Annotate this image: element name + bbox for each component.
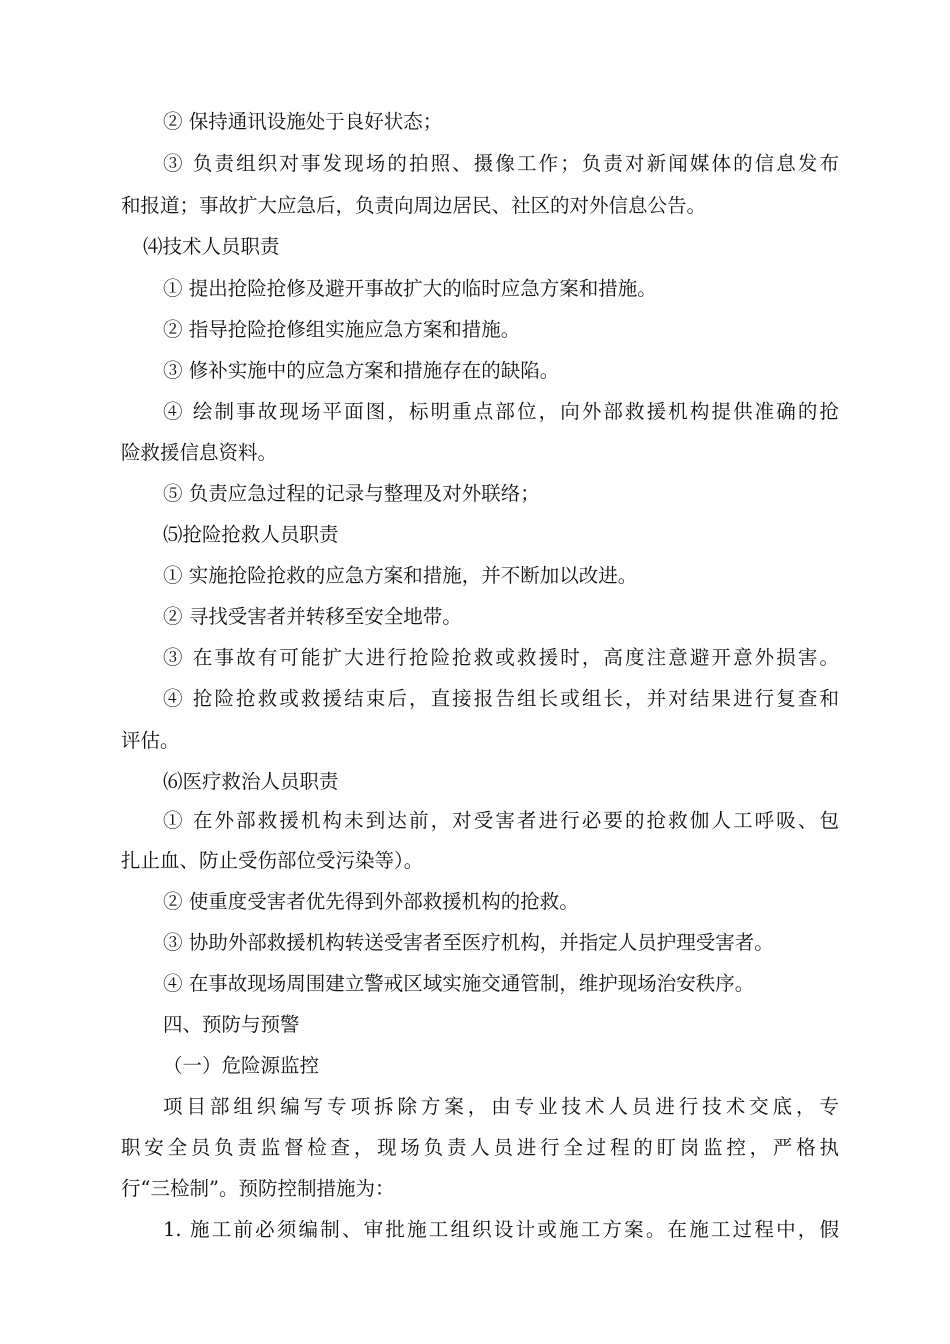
- paragraph-line: 险救援信息资料。: [121, 441, 278, 464]
- section-subheading: （一）危险源监控: [163, 1054, 320, 1077]
- paragraph-line: 评估。: [121, 729, 180, 752]
- paragraph-line: ③ 协助外部救援机构转送受害者至医疗机构，并指定人员护理受害者。: [163, 931, 774, 954]
- paragraph-line: ② 指导抢险抢修组实施应急方案和措施。: [163, 318, 521, 341]
- paragraph-line: 项目部组织编写专项拆除方案，由专业技术人员进行技术交底，专: [163, 1095, 839, 1118]
- paragraph-line: ③ 负责组织对事发现场的拍照、摄像工作；负责对新闻媒体的信息发布: [163, 152, 839, 175]
- paragraph-line: ⑤ 负责应急过程的记录与整理及对外联络；: [163, 482, 540, 505]
- paragraph-line: ② 保持通讯设施处于良好状态；: [163, 110, 443, 133]
- paragraph-line: ① 提出抢险抢修及避开事故扩大的临时应急方案和措施。: [163, 277, 657, 300]
- paragraph-line: ① 在外部救援机构未到达前，对受害者进行必要的抢救伽人工呼吸、包: [163, 809, 839, 832]
- paragraph-line: 扎止血、防止受伤部位受污染等）。: [121, 849, 424, 872]
- section-heading: 四、预防与预警: [163, 1013, 300, 1036]
- paragraph-line: ④ 绘制事故现场平面图，标明重点部位，向外部救援机构提供准确的抢: [163, 400, 839, 423]
- paragraph-line: ② 寻找受害者并转移至安全地带。: [163, 605, 462, 628]
- paragraph-line: 1. 施工前必须编制、审批施工组织设计或施工方案。在施工过程中，假: [163, 1218, 839, 1241]
- section-heading: ⑹医疗救治人员职责: [163, 770, 339, 793]
- paragraph-line: ③ 在事故有可能扩大进行抢险抢救或救援时，高度注意避开意外损害。: [163, 646, 839, 669]
- paragraph-line: ③ 修补实施中的应急方案和措施存在的缺陷。: [163, 359, 560, 382]
- paragraph-line: 行“三检制”。预防控制措施为：: [121, 1177, 395, 1200]
- section-heading: ⑸抢险抢救人员职责: [163, 523, 339, 546]
- paragraph-line: 和报道；事故扩大应急后，负责向周边居民、社区的对外信息公告。: [121, 194, 707, 217]
- paragraph-line: ① 实施抢险抢救的应急方案和措施，并不断加以改进。: [163, 564, 638, 587]
- paragraph-line: ④ 在事故现场周围建立警戒区域实施交通管制，维护现场治安秩序。: [163, 972, 755, 995]
- paragraph-line: 职安全员负责监督检查，现场负责人员进行全过程的盯岗监控，严格执: [121, 1136, 839, 1159]
- paragraph-line: ② 使重度受害者优先得到外部救援机构的抢救。: [163, 890, 579, 913]
- section-heading: ⑷技术人员职责: [143, 235, 280, 258]
- paragraph-line: ④ 抢险抢救或救援结束后，直接报告组长或组长，并对结果进行复查和: [163, 687, 839, 710]
